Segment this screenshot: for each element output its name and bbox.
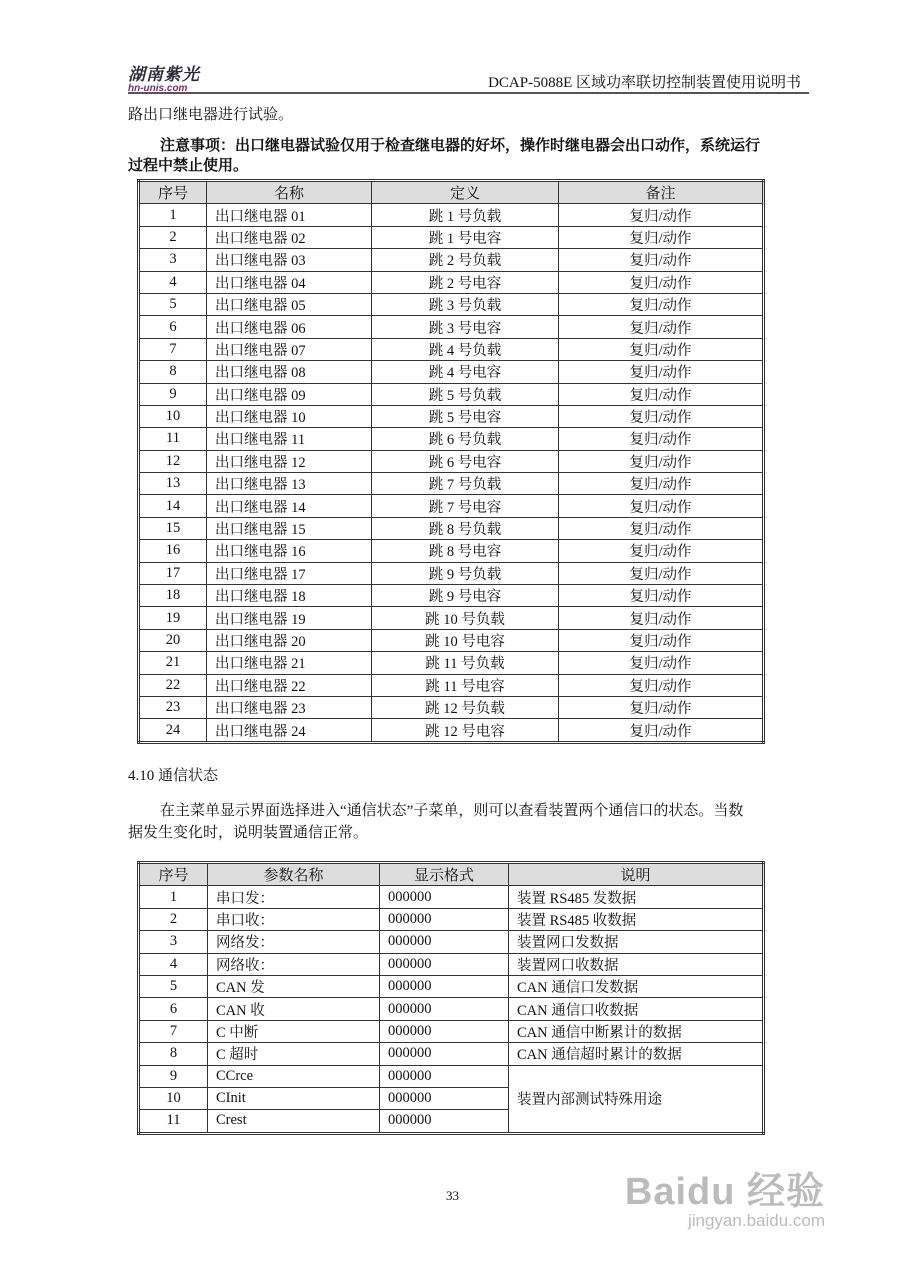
row-value: 000000 bbox=[380, 931, 509, 953]
row-note: 复归/动作 bbox=[559, 696, 764, 718]
table-row bbox=[139, 517, 764, 539]
document-title: DCAP-5088E 区域功率联切控制装置使用说明书 bbox=[488, 75, 801, 91]
row-value: 000000 bbox=[380, 1110, 509, 1133]
baidu-watermark bbox=[625, 1160, 825, 1231]
row-name: 出口继电器 02 bbox=[207, 226, 372, 248]
row-index: 8 bbox=[139, 361, 207, 383]
row-note: 复归/动作 bbox=[559, 495, 764, 517]
row-name: 出口继电器 06 bbox=[207, 316, 372, 338]
table-row bbox=[139, 293, 764, 315]
company-logo bbox=[128, 60, 200, 94]
row-note: 复归/动作 bbox=[559, 674, 764, 696]
row-name: 出口继电器 03 bbox=[207, 249, 372, 271]
row-name: Crest bbox=[208, 1110, 380, 1133]
row-note: 复归/动作 bbox=[559, 293, 764, 315]
row-note: 复归/动作 bbox=[559, 204, 764, 226]
row-value: 000000 bbox=[380, 1087, 509, 1109]
table-row bbox=[139, 405, 764, 427]
row-name: 出口继电器 12 bbox=[207, 450, 372, 472]
row-index: 6 bbox=[139, 998, 208, 1020]
row-note: 复归/动作 bbox=[559, 652, 764, 674]
row-index: 12 bbox=[139, 450, 207, 472]
note-line: 过程中禁止使用。 bbox=[128, 158, 249, 174]
row-value: 跳 5 号电容 bbox=[372, 405, 559, 427]
row-value: 跳 5 号负载 bbox=[372, 383, 559, 405]
row-value: 跳 2 号负载 bbox=[372, 249, 559, 271]
row-name: 出口继电器 08 bbox=[207, 361, 372, 383]
table-header-row bbox=[139, 181, 764, 204]
table-row bbox=[139, 204, 764, 226]
row-index: 3 bbox=[139, 249, 207, 271]
table-row bbox=[139, 931, 764, 953]
column-header: 序号 bbox=[139, 181, 207, 204]
row-index: 2 bbox=[139, 226, 207, 248]
row-value: 跳 6 号负载 bbox=[372, 428, 559, 450]
row-note: 复归/动作 bbox=[559, 629, 764, 651]
row-name: 串口发： bbox=[208, 886, 380, 908]
paragraph: 在主菜单显示界面选择进入“通信状态”子菜单，则可以查看装置两个通信口的状态。当数 bbox=[160, 803, 744, 819]
table-row bbox=[139, 540, 764, 562]
table-row bbox=[139, 1043, 764, 1065]
column-header: 定义 bbox=[372, 181, 559, 204]
column-header: 参数名称 bbox=[208, 863, 380, 886]
row-index: 5 bbox=[139, 975, 208, 997]
row-name: 出口继电器 04 bbox=[207, 271, 372, 293]
row-note: 复归/动作 bbox=[559, 428, 764, 450]
table-row bbox=[139, 953, 764, 975]
row-note: 复归/动作 bbox=[559, 562, 764, 584]
row-value: 跳 8 号负载 bbox=[372, 517, 559, 539]
row-value: 跳 4 号负载 bbox=[372, 338, 559, 360]
row-name: 网络收： bbox=[208, 953, 380, 975]
logo-url: hn-unis.com bbox=[128, 83, 188, 94]
row-value: 跳 11 号负载 bbox=[372, 652, 559, 674]
row-name: 出口继电器 14 bbox=[207, 495, 372, 517]
row-index: 11 bbox=[139, 428, 207, 450]
row-value: 跳 1 号电容 bbox=[372, 226, 559, 248]
row-note: 复归/动作 bbox=[559, 361, 764, 383]
row-value: 跳 3 号电容 bbox=[372, 316, 559, 338]
row-name: 出口继电器 18 bbox=[207, 585, 372, 607]
row-note: 复归/动作 bbox=[559, 517, 764, 539]
table-row bbox=[139, 338, 764, 360]
table-row bbox=[139, 696, 764, 718]
row-index: 17 bbox=[139, 562, 207, 584]
table-row bbox=[139, 998, 764, 1020]
table-row bbox=[139, 908, 764, 930]
row-name: 出口继电器 05 bbox=[207, 293, 372, 315]
table-row bbox=[139, 361, 764, 383]
row-index: 7 bbox=[139, 1020, 208, 1042]
row-name: 出口继电器 11 bbox=[207, 428, 372, 450]
row-name: 出口继电器 16 bbox=[207, 540, 372, 562]
row-note: 复归/动作 bbox=[559, 473, 764, 495]
row-value: 000000 bbox=[380, 1043, 509, 1065]
row-index: 16 bbox=[139, 540, 207, 562]
table-row bbox=[139, 886, 764, 908]
column-header: 显示格式 bbox=[380, 863, 509, 886]
table-row bbox=[139, 249, 764, 271]
row-index: 18 bbox=[139, 585, 207, 607]
row-note: CAN 通信口发数据 bbox=[509, 975, 764, 997]
row-note: 复归/动作 bbox=[559, 405, 764, 427]
row-name: C 超时 bbox=[208, 1043, 380, 1065]
row-index: 22 bbox=[139, 674, 207, 696]
row-index: 9 bbox=[139, 1065, 208, 1087]
table-row bbox=[139, 1065, 764, 1087]
row-value: 跳 8 号电容 bbox=[372, 540, 559, 562]
table-row bbox=[139, 975, 764, 997]
row-value: 跳 11 号电容 bbox=[372, 674, 559, 696]
table-row bbox=[139, 585, 764, 607]
header-divider bbox=[128, 92, 809, 94]
row-value: 000000 bbox=[380, 975, 509, 997]
section-heading: 4.10 通信状态 bbox=[128, 768, 219, 784]
row-value: 跳 10 号电容 bbox=[372, 629, 559, 651]
row-note: 装置 RS485 收数据 bbox=[509, 908, 764, 930]
row-index: 15 bbox=[139, 517, 207, 539]
table-row bbox=[139, 450, 764, 472]
row-index: 2 bbox=[139, 908, 208, 930]
table-row bbox=[139, 495, 764, 517]
row-value: 000000 bbox=[380, 1065, 509, 1087]
row-name: 出口继电器 23 bbox=[207, 696, 372, 718]
row-name: CAN 发 bbox=[208, 975, 380, 997]
watermark-brand: Baidu 经验 bbox=[624, 1171, 825, 1213]
table-header-row bbox=[139, 863, 764, 886]
table-row bbox=[139, 226, 764, 248]
row-index: 10 bbox=[139, 405, 207, 427]
row-value: 跳 9 号电容 bbox=[372, 585, 559, 607]
row-name: 网络发： bbox=[208, 931, 380, 953]
table-row bbox=[139, 652, 764, 674]
row-value: 000000 bbox=[380, 908, 509, 930]
row-note: 装置网口发数据 bbox=[509, 931, 764, 953]
row-name: 出口继电器 24 bbox=[207, 719, 372, 742]
row-index: 6 bbox=[139, 316, 207, 338]
row-value: 跳 12 号电容 bbox=[372, 719, 559, 742]
row-index: 23 bbox=[139, 696, 207, 718]
table-row bbox=[139, 316, 764, 338]
relay-table bbox=[137, 179, 765, 744]
row-note: CAN 通信超时累计的数据 bbox=[509, 1043, 764, 1065]
row-name: 出口继电器 07 bbox=[207, 338, 372, 360]
row-index: 4 bbox=[139, 271, 207, 293]
row-value: 跳 7 号电容 bbox=[372, 495, 559, 517]
row-value: 000000 bbox=[380, 886, 509, 908]
table-row bbox=[139, 473, 764, 495]
row-name: CAN 收 bbox=[208, 998, 380, 1020]
watermark-url: jingyan.baidu.com bbox=[687, 1211, 825, 1230]
row-name: 出口继电器 15 bbox=[207, 517, 372, 539]
row-note: CAN 通信口收数据 bbox=[509, 998, 764, 1020]
row-name: 出口继电器 17 bbox=[207, 562, 372, 584]
column-header: 序号 bbox=[139, 863, 208, 886]
column-header: 说明 bbox=[509, 863, 764, 886]
table-row bbox=[139, 383, 764, 405]
column-header: 名称 bbox=[207, 181, 372, 204]
row-name: 出口继电器 10 bbox=[207, 405, 372, 427]
column-header: 备注 bbox=[559, 181, 764, 204]
table-row bbox=[139, 674, 764, 696]
row-value: 000000 bbox=[380, 953, 509, 975]
row-value: 跳 12 号负载 bbox=[372, 696, 559, 718]
row-index: 1 bbox=[139, 204, 207, 226]
table-row bbox=[139, 629, 764, 651]
row-index: 24 bbox=[139, 719, 207, 742]
row-note: CAN 通信中断累计的数据 bbox=[509, 1020, 764, 1042]
row-name: 串口收： bbox=[208, 908, 380, 930]
row-value: 跳 4 号电容 bbox=[372, 361, 559, 383]
row-name: 出口继电器 19 bbox=[207, 607, 372, 629]
row-value: 跳 9 号负载 bbox=[372, 562, 559, 584]
row-index: 1 bbox=[139, 886, 208, 908]
row-note: 装置 RS485 发数据 bbox=[509, 886, 764, 908]
note-line: 注意事项：出口继电器试验仅用于检查继电器的好坏，操作时继电器会出口动作，系统运行 bbox=[160, 138, 761, 154]
row-note: 复归/动作 bbox=[559, 338, 764, 360]
row-value: 跳 6 号电容 bbox=[372, 450, 559, 472]
page-number: 33 bbox=[446, 1188, 459, 1203]
paragraph: 据发生变化时，说明装置通信正常。 bbox=[128, 825, 369, 841]
row-name: 出口继电器 01 bbox=[207, 204, 372, 226]
row-index: 11 bbox=[139, 1110, 208, 1133]
row-value: 000000 bbox=[380, 998, 509, 1020]
row-value: 跳 10 号负载 bbox=[372, 607, 559, 629]
row-note: 复归/动作 bbox=[559, 316, 764, 338]
row-name: 出口继电器 22 bbox=[207, 674, 372, 696]
row-value: 跳 7 号负载 bbox=[372, 473, 559, 495]
row-note: 复归/动作 bbox=[559, 540, 764, 562]
row-name: 出口继电器 13 bbox=[207, 473, 372, 495]
row-name: CCrce bbox=[208, 1065, 380, 1087]
row-index: 7 bbox=[139, 338, 207, 360]
row-value: 跳 2 号电容 bbox=[372, 271, 559, 293]
row-name: 出口继电器 21 bbox=[207, 652, 372, 674]
row-index: 10 bbox=[139, 1087, 208, 1109]
row-note: 复归/动作 bbox=[559, 450, 764, 472]
row-note: 复归/动作 bbox=[559, 383, 764, 405]
row-note: 复归/动作 bbox=[559, 271, 764, 293]
row-name: 出口继电器 09 bbox=[207, 383, 372, 405]
row-value: 跳 1 号负载 bbox=[372, 204, 559, 226]
row-index: 5 bbox=[139, 293, 207, 315]
row-index: 21 bbox=[139, 652, 207, 674]
row-index: 4 bbox=[139, 953, 208, 975]
row-value: 跳 3 号负载 bbox=[372, 293, 559, 315]
row-index: 19 bbox=[139, 607, 207, 629]
row-name: CInit bbox=[208, 1087, 380, 1109]
row-note: 复归/动作 bbox=[559, 585, 764, 607]
row-note: 装置内部测试特殊用途 bbox=[509, 1065, 764, 1133]
row-value: 000000 bbox=[380, 1020, 509, 1042]
row-index: 9 bbox=[139, 383, 207, 405]
row-name: 出口继电器 20 bbox=[207, 629, 372, 651]
row-note: 复归/动作 bbox=[559, 249, 764, 271]
paragraph: 路出口继电器进行试验。 bbox=[128, 107, 294, 123]
row-index: 8 bbox=[139, 1043, 208, 1065]
table-row bbox=[139, 271, 764, 293]
row-note: 装置网口收数据 bbox=[509, 953, 764, 975]
row-note: 复归/动作 bbox=[559, 607, 764, 629]
communication-status-table bbox=[137, 861, 765, 1135]
row-index: 13 bbox=[139, 473, 207, 495]
table-row bbox=[139, 719, 764, 742]
row-note: 复归/动作 bbox=[559, 719, 764, 742]
row-index: 20 bbox=[139, 629, 207, 651]
logo-text: 湖南紫光 bbox=[128, 65, 200, 85]
row-note: 复归/动作 bbox=[559, 226, 764, 248]
row-index: 14 bbox=[139, 495, 207, 517]
row-name: C 中断 bbox=[208, 1020, 380, 1042]
table-row bbox=[139, 1020, 764, 1042]
table-row bbox=[139, 428, 764, 450]
table-row bbox=[139, 607, 764, 629]
row-index: 3 bbox=[139, 931, 208, 953]
table-row bbox=[139, 562, 764, 584]
